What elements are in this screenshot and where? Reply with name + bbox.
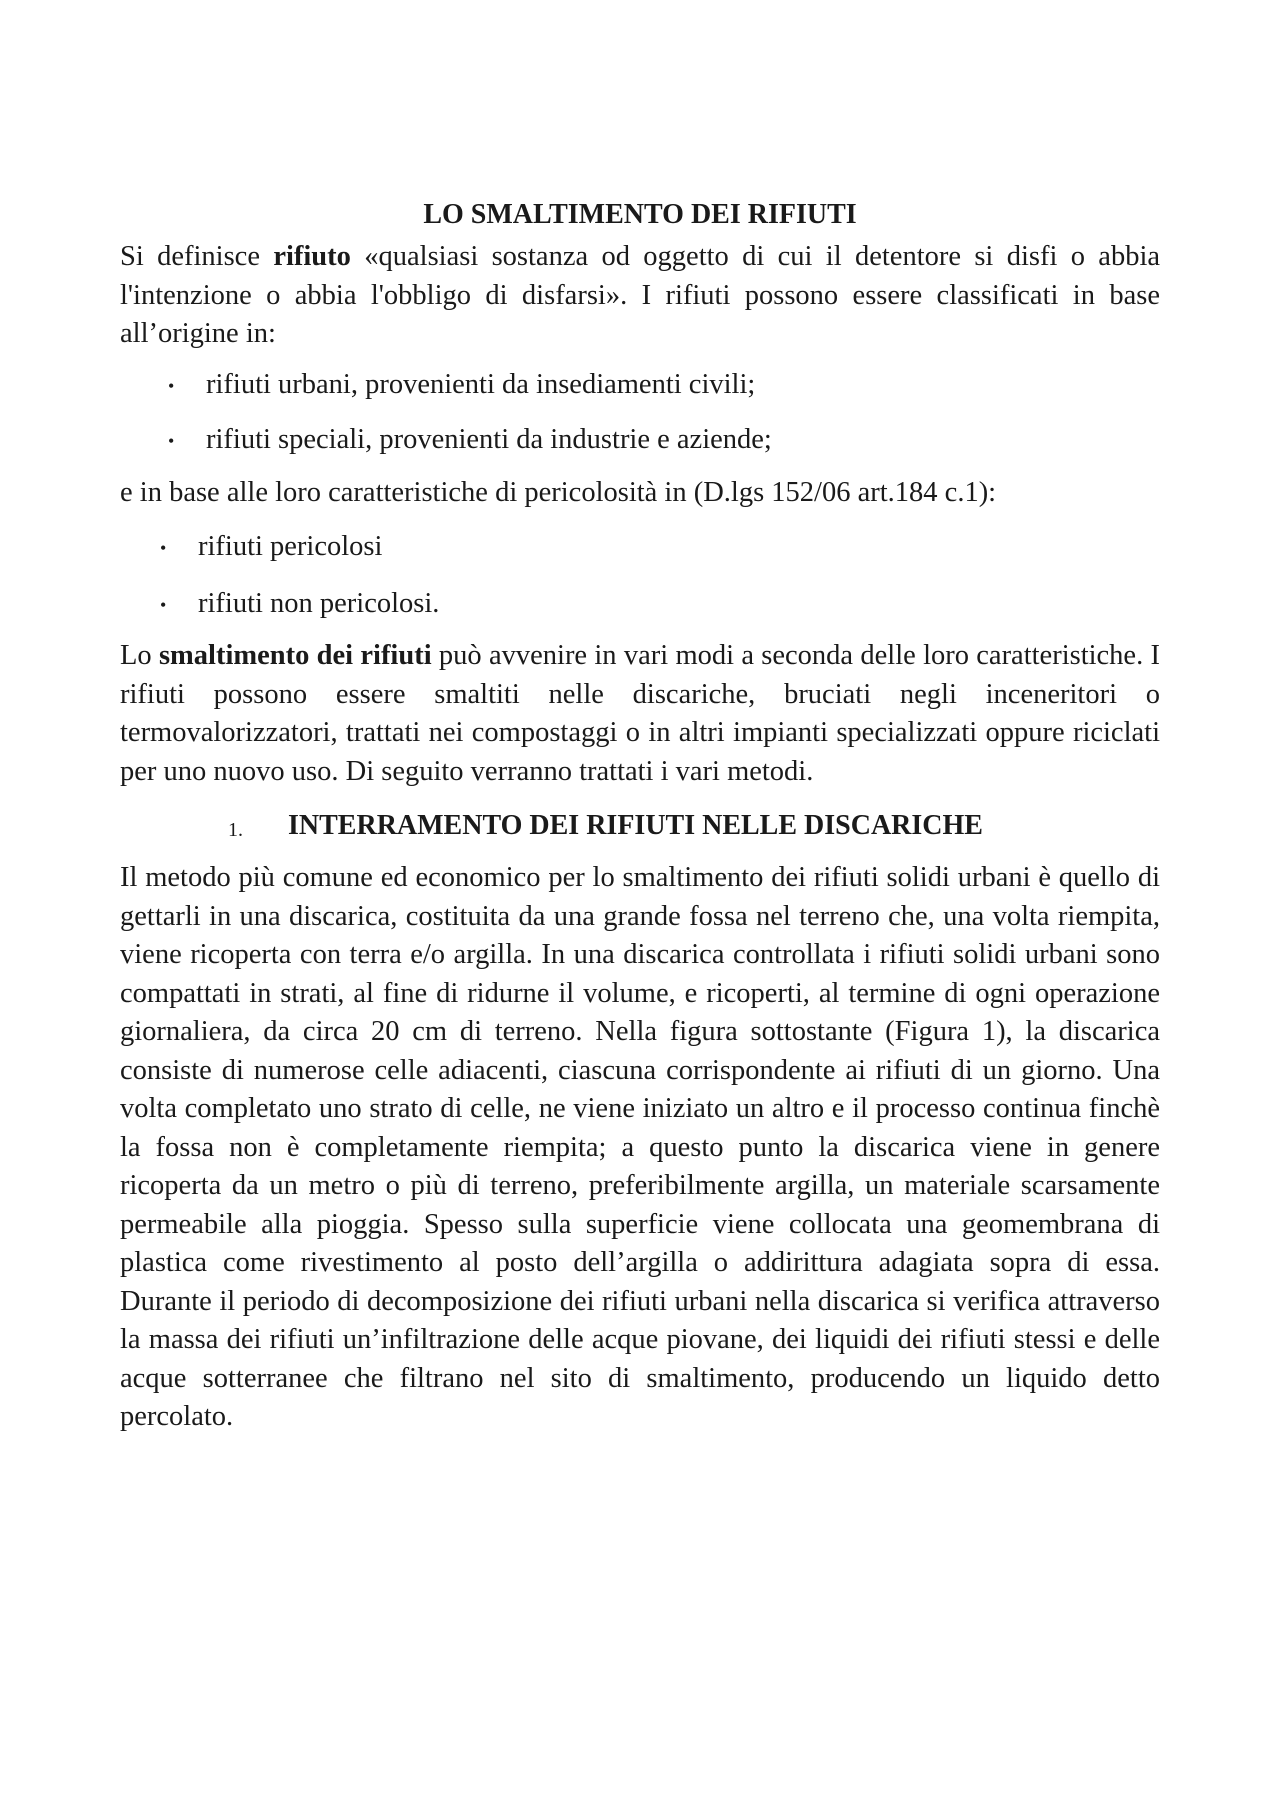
section-1-body: Il metodo più comune ed economico per lo smaltimento dei rifiuti solidi urbani è quello di gettarli in una discarica, costituita da una grande fossa nel terreno che, una volta riempita, viene ricoperta con terra e/o argilla. In una discarica controllata i rifiuti solidi urbani sono compattati in strati, al fine di ridurne il volume, e ricoperti, al termine di ogni operazione giornaliera, da circa 20 cm di terreno. Nella figura sottostante (Figura 1), la discarica consiste di numerose celle adiacenti, ciascuna corrispondente ai rifiuti di un giorno. Una volta completato uno strato di celle, ne viene iniziato un altro e il processo continua finchè la fossa non è completamente riempita; a questo punto la discarica viene in genere ricoperta da un metro o più di terreno, preferibilmente argilla, un materiale scarsamente permeabile alla pioggia. Spesso sulla superficie viene collocata una geomembrana di plastica come rivestimento al posto dell’argilla o addirittura adagiata sopra di essa. Durante il periodo di decomposizione dei rifiuti urbani nella discarica si verifica attraverso la massa dei rifiuti un’infiltrazione delle acque piovane, dei liquidi dei rifiuti stessi e delle acque sotterranee che filtrano nel sito di smaltimento, producendo un liquido detto percolato. [120, 862, 1160, 1432]
disposal-term-bold: smaltimento dei rifiuti [158, 640, 432, 671]
intro-paragraph [120, 238, 1160, 354]
origin-list [120, 366, 1160, 460]
bullet-icon: • [168, 431, 175, 451]
intro-term-bold: rifiuto [273, 241, 351, 272]
list-item-text: rifiuti speciali, provenienti da industrie e aziende; [206, 424, 772, 455]
bullet-icon: • [168, 375, 175, 396]
disposal-text-before: Lo [120, 640, 159, 671]
list-item-text: rifiuti non pericolosi. [198, 587, 440, 619]
section-number: 1. [228, 819, 243, 841]
list-item [120, 585, 1160, 624]
section-1-heading [120, 807, 1160, 847]
document-title: LO SMALTIMENTO DEI RIFIUTI [423, 199, 857, 230]
list-item-text: rifiuti urbani, provenienti da insediamenti civili; [206, 368, 756, 400]
bullet-icon: • [160, 594, 167, 615]
list-item [120, 421, 1160, 460]
bullet-icon: • [160, 538, 167, 558]
danger-intro-paragraph: e in base alle loro caratteristiche di pericolosità in (D.lgs 152/06 art.184 c.1): [120, 476, 997, 508]
disposal-text-after: può avvenire in vari modi a seconda delle loro caratteristiche. I rifiuti possono essere smaltiti nelle discariche, bruciati negli inceneritori o termovalorizzatori, trattati nei compostaggi o in altri impianti specializzati oppure riciclati per uno nuovo uso. Di seguito verranno trattati i vari metodi. [120, 640, 1160, 787]
list-item [120, 366, 1160, 405]
list-item-text: rifiuti pericolosi [198, 531, 383, 562]
intro-text-before: Si definisce [120, 241, 274, 272]
intro-text-after: «qualsiasi sostanza od oggetto di cui il detentore si disfi o abbia l'intenzione o abbia l'obbligo di disfarsi». I rifiuti possono essere classificati in base all’origine in: [120, 241, 1161, 349]
danger-list [120, 528, 1160, 623]
document-page [120, 196, 1160, 1437]
list-item [120, 528, 1160, 567]
disposal-paragraph [120, 637, 1160, 791]
section-title: INTERRAMENTO DEI RIFIUTI NELLE DISCARICHE [288, 810, 983, 841]
